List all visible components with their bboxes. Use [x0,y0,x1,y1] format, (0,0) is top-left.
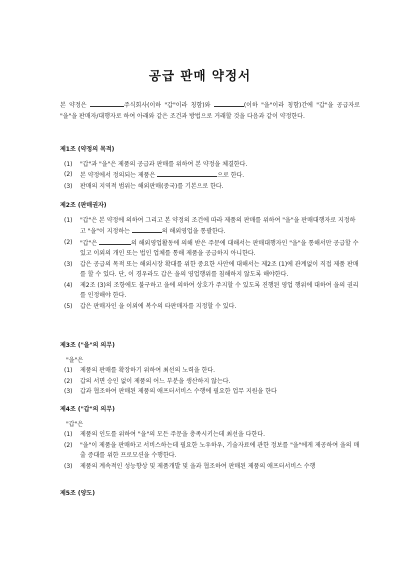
intro-text-2: 주식회사(이하 "갑"이라 칭함)와 [123,102,211,109]
clause-item [60,170,360,182]
article-2 [60,201,360,312]
clause-number: (3) [64,388,73,395]
clause-text: 제품의 인도를 위하여 "을"의 모든 주문을 충족시키는데 최선을 다한다. [80,431,265,438]
clause-text: 의 해외영업을 통괄한다. [161,228,226,235]
article-heading: 제2조 (판매권자) [60,202,107,209]
clause-item [60,366,360,377]
article-1 [60,145,360,192]
clause-number: (4) [64,281,73,289]
clause-text: 갑의 서면 승인 없이 제품의 어느 부분을 생산하지 않는다. [80,377,231,385]
clause-number: (2) [64,377,73,385]
intro-paragraph [60,100,360,122]
blank-line-product [157,170,217,177]
clause-item [60,238,360,260]
clause-text: 제2조 (3)의 조항에도 불구하고 을에 의하여 상호가 주지할 수 있도록 진행된 영업 행위에 대하여 을의 권리를 인정해야 한다. [80,281,359,299]
article-heading: 제4조 ("갑"의 의무) [60,406,115,413]
clause-number: (1) [64,367,73,374]
article-heading: 제1조 (약정의 목적) [60,146,115,153]
article-5 [60,489,360,504]
clause-text: 제품의 판매를 확장하기 위하여 최선의 노력을 한다. [80,367,216,374]
clause-number: (1) [64,160,73,168]
clause-number: (1) [64,216,73,224]
clause-number: (2) [64,441,73,449]
clause-text: "갑"과 "을"은 제품의 공급과 판매를 위하여 본 약정을 체결한다. [80,160,248,168]
clause-item [60,302,360,313]
intro-text-1: 본 약정은 [60,102,87,109]
clause-item [60,182,360,193]
clause-number: (3) [64,182,73,190]
clause-list [60,366,360,398]
clause-number: (5) [64,302,73,310]
clause-text: 판매의 지역적 범위는 해외판매(중국)를 기본으로 한다. [80,182,224,190]
blank-line-region [99,238,131,245]
clause-item [60,160,360,171]
clause-item [60,281,360,302]
clause-item [60,462,360,473]
intro-text-3: (이하 "을"이라 칭함)간에 "갑"을 공급자로 "을"을 판매자/대행자로 하여 아래와 같은 조건과 방법으로 거래할 것을 다음과 같이 약정한다. [60,102,360,120]
article-heading: 제3조 ("을"의 의무) [60,342,115,349]
clause-item [60,216,360,238]
blank-line-region [132,226,162,233]
clause-list [60,430,360,472]
clause-text: 갑은 공급의 목적 또는 해외시장 확대를 위한 중요한 사안에 대해서는 제2조 (1)에 관계없이 직접 제품 판매를 할 수 있다. 단, 이 경우라도 갑은 을의 영업행위를 침해하지 않도록 해야한다. [80,260,359,278]
clause-text: 의 해외영업활동에 의해 받은 주문에 대해서는 판매대행자인 "을"을 통해서만 공급할 수 있고 이외의 개인 또는 법인 업체를 통해 제품을 공급하지 아니한다. [80,239,359,257]
clause-text: 제품의 계속적인 성능향상 및 제품개발 및 을과 협조하여 판매된 제품의 애프터서비스 수행 [80,462,316,470]
clause-item [60,441,360,462]
clause-text: "갑"은 [80,239,98,247]
article-lead: "을"은 [66,356,84,364]
clause-number: (2) [64,238,73,246]
clause-text: 으로 한다. [217,172,245,179]
document-title: 공급 판매 약정서 [148,68,252,83]
clause-number: (2) [64,171,73,178]
article-3 [60,341,360,398]
clause-list [60,160,360,193]
clause-item [60,377,360,388]
clause-number: (3) [64,260,73,268]
blank-line-party-a [90,100,124,107]
clause-item [60,260,360,281]
clause-text: "을"이 제품을 판매하고 서비스하는데 필요한 노우하우, 기술자료에 관한 정보를 "을"에게 제공하여 을의 매출 증대를 위한 프로모션을 수행한다. [80,441,360,459]
clause-text: 갑과 협조하여 판매된 제품의 애프터서비스 수행에 필요한 업무 지원을 한다 [80,388,277,395]
clause-item [60,430,360,441]
clause-text: "갑"은 본 약정에 의하여 그리고 본 약정의 조건에 따라 제품의 판매를 위하여 "을"을 판매대행자로 지정하고 "을"이 지정하는 [80,216,356,235]
clause-text: 본 약정에서 정의되는 제품은 [80,172,156,179]
clause-list [60,216,360,313]
article-heading: 제5조 (양도) [60,490,95,497]
clause-number: (1) [64,431,73,438]
clause-item [60,387,360,398]
clause-number: (3) [64,462,73,470]
article-lead: "갑"은 [66,420,84,428]
article-4 [60,405,360,472]
clause-text: 갑은 판매자인 을 이외에 복수의 타판매자를 지정할 수 있다. [80,302,237,310]
blank-line-party-b [214,100,244,107]
